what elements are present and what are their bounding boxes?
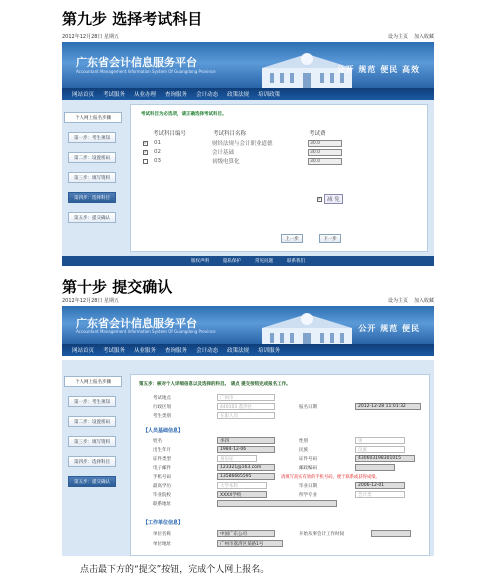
table-row [143, 139, 342, 147]
site-subtitle: Accountant Management Information System Of Guangdong Province [76, 69, 216, 74]
step9-topbar [62, 32, 434, 41]
sidebar-heading: 个人网上报名步骤 [64, 376, 122, 387]
reg-date-label: 报名日期 [299, 405, 317, 410]
edu-select[interactable]: 大学本科 [217, 482, 267, 489]
school-label: 毕业院校 [153, 493, 171, 498]
district-select[interactable]: 440103 荔湾区 [217, 403, 275, 410]
exam-area-label: 考试地点 [153, 396, 171, 401]
start-work-field [371, 530, 411, 537]
id-type-label: 证件类型 [153, 457, 171, 462]
subject-code: 03 [154, 158, 161, 164]
birth-label: 出生年月 [153, 448, 171, 453]
building-icon [252, 306, 362, 344]
unit-label: 单位名称 [153, 532, 171, 537]
nav-policy[interactable]: 政策法规 [227, 348, 250, 354]
table-row [143, 157, 342, 165]
site-motto: 公开 规范 便民 高效 [336, 65, 420, 74]
subject-code: 01 [154, 140, 161, 146]
school-field: XXXX学校 [217, 491, 267, 498]
free-checkbox[interactable]: ✓ [317, 196, 322, 201]
header-name: 考试科目名称 [213, 131, 247, 137]
step9-footer [62, 256, 434, 266]
nav-news[interactable]: 会计动态 [196, 92, 219, 98]
unit-addr-field: 广州市荔湾区某路1号 [217, 540, 283, 547]
birth-field: 1984-12-06 [217, 446, 275, 453]
reg-date-field: 2012-12-28 11:01:32 [355, 403, 421, 410]
name-label: 姓名 [153, 439, 162, 444]
confirm-note: 第五步：核对个人详细信息以及选择的科目。 请点 提交按钮完成报名工作。 [139, 382, 291, 387]
sidebar-item-step4[interactable]: 第四步：选择科目 [68, 456, 116, 467]
set-home-link[interactable]: 设为主页 [387, 298, 408, 304]
id-type-select[interactable]: 身份证 [217, 455, 257, 462]
step9-main [62, 100, 434, 256]
step9-banner [62, 42, 434, 88]
sidebar-item-step5[interactable]: 第五步：提交确认 [68, 212, 116, 223]
address-field [217, 500, 337, 507]
prev-button[interactable]: 上一步 [281, 234, 303, 243]
fee-field: 30.0 [308, 158, 342, 165]
section-work-info: 【工作单位信息】 [143, 520, 184, 526]
site-subtitle: Accountant Management Information System Of Guangdong Province [76, 329, 216, 334]
nav-exam[interactable]: 考试服务 [103, 348, 126, 354]
fee-field: 30.0 [308, 140, 342, 147]
gender-select[interactable]: 男 [355, 437, 405, 444]
sidebar-item-step2[interactable]: 第二步：设置密码 [68, 152, 116, 163]
step10-sidebar [64, 376, 122, 496]
mobile-hint: 请填写真实有效的手机号码，便于联系或获得成绩。 [281, 475, 380, 480]
id-no-field: 430603198301015 [355, 455, 415, 462]
step9-title: 第九步 选择考试科目 [62, 10, 203, 28]
nav-practice[interactable]: 从业服务 [134, 348, 157, 354]
gender-label: 性别 [299, 439, 308, 444]
category-select[interactable]: 在职人员 [217, 412, 275, 419]
sidebar-item-step1[interactable]: 第一步：考生须知 [68, 396, 116, 407]
exam-area-select[interactable]: 广州市 [217, 394, 275, 401]
postcode-field [355, 464, 395, 471]
footer-copyright[interactable]: 版权声明 [191, 259, 209, 264]
category-label: 考生类别 [153, 414, 171, 419]
header-fee: 考试费 [309, 131, 326, 137]
major-select[interactable]: 会计类 [355, 491, 405, 498]
subject-name: 会计基础 [212, 150, 235, 156]
district-label: 行政区划 [153, 405, 171, 410]
address-label: 联系地址 [153, 502, 171, 507]
header-code: 考试科目编号 [153, 131, 187, 137]
mobile-label: 手机号码 [153, 475, 171, 480]
sidebar-heading: 个人网上报名步骤 [64, 112, 122, 123]
nav-exam[interactable]: 考试服务 [103, 92, 126, 98]
start-work-label: 开始从事会计工作时间 [299, 532, 344, 537]
sidebar-item-step3[interactable]: 第三步：填写资料 [68, 436, 116, 447]
next-button[interactable]: 下一步 [319, 234, 341, 243]
grad-date-label: 毕业日期 [299, 484, 317, 489]
set-home-link[interactable]: 设为主页 [387, 34, 408, 40]
subject-checkbox[interactable]: ✓ [143, 140, 148, 145]
nation-select[interactable]: 汉族 [355, 446, 405, 453]
footer-contact[interactable]: 联系我们 [287, 259, 305, 264]
site-title: 广东省会计信息服务平台 [76, 56, 197, 69]
sidebar-item-step2[interactable]: 第二步：设置密码 [68, 416, 116, 427]
sidebar-item-step1[interactable]: 第一步：考生须知 [68, 132, 116, 143]
nav-news[interactable]: 会计动态 [196, 348, 219, 354]
subject-name: 财经法规与会计职业道德 [212, 141, 273, 147]
nav-training[interactable]: 培训政策 [258, 92, 281, 98]
name-field: 李四 [217, 437, 275, 444]
table-row [143, 148, 342, 156]
nav-home[interactable]: 网站首页 [72, 92, 95, 98]
date-text: 2012年12月28日 星期五 [62, 298, 120, 304]
id-no-label: 证件号码 [299, 457, 317, 462]
step10-topbar [62, 296, 434, 305]
footer-faq[interactable]: 常见问题 [255, 259, 273, 264]
subject-table-header [153, 129, 326, 137]
subject-code: 02 [154, 149, 161, 155]
nation-label: 民族 [299, 448, 308, 453]
sidebar-item-step5[interactable]: 第五步：提交确认 [68, 476, 116, 487]
favorite-link[interactable]: 加入收藏 [413, 298, 434, 304]
free-label: 减 免 [324, 194, 343, 204]
sidebar-item-step3[interactable]: 第三步：填写资料 [68, 172, 116, 183]
nav-practice[interactable]: 从业办理 [134, 92, 157, 98]
unit-addr-label: 单位地址 [153, 542, 171, 547]
edu-label: 最高学历 [153, 484, 171, 489]
postcode-label: 邮政编码 [299, 466, 317, 471]
subject-name: 初级电算化 [212, 159, 240, 165]
required-note: 考试科目为必选项，请正确选择考试科目。 [141, 112, 227, 117]
step10-panel [130, 374, 430, 556]
site-motto: 公开 规范 便民 [358, 324, 420, 333]
nav-query[interactable]: 查询服务 [165, 92, 188, 98]
subject-checkbox[interactable]: ✓ [143, 149, 148, 154]
step10-title: 第十步 提交确认 [62, 278, 173, 296]
section-basic-info: 【人员基础信息】 [143, 428, 184, 434]
step9-nav [62, 88, 434, 100]
favorite-link[interactable]: 加入收藏 [413, 34, 434, 40]
nav-training[interactable]: 培训服务 [258, 348, 281, 354]
sidebar-item-step4[interactable]: 第四步：选择科目 [68, 192, 116, 203]
footer-privacy[interactable]: 隐私保护 [223, 259, 241, 264]
step9-sidebar [64, 112, 122, 232]
step10-banner [62, 306, 434, 344]
major-label: 所学专业 [299, 493, 317, 498]
site-title: 广东省会计信息服务平台 [76, 317, 197, 330]
step9-panel [130, 104, 428, 252]
step10-main [62, 360, 434, 556]
free-toggle [317, 194, 343, 204]
nav-query[interactable]: 查询服务 [165, 348, 188, 354]
step10-nav [62, 344, 434, 356]
date-text: 2012年12月28日 星期五 [62, 34, 120, 40]
grad-date-field: 2006-12-01 [355, 482, 405, 489]
email-field: 123321@163.com [217, 464, 275, 471]
unit-field: 中国广东公司 [217, 530, 275, 537]
nav-policy[interactable]: 政策法规 [227, 92, 250, 98]
fee-field: 30.0 [308, 149, 342, 156]
email-label: 电子邮件 [153, 466, 171, 471]
mobile-field: 13586665595 [217, 473, 275, 480]
nav-home[interactable]: 网站首页 [72, 348, 95, 354]
caption: 点击最下方的“提交”按钮，完成个人网上报名。 [80, 565, 270, 575]
